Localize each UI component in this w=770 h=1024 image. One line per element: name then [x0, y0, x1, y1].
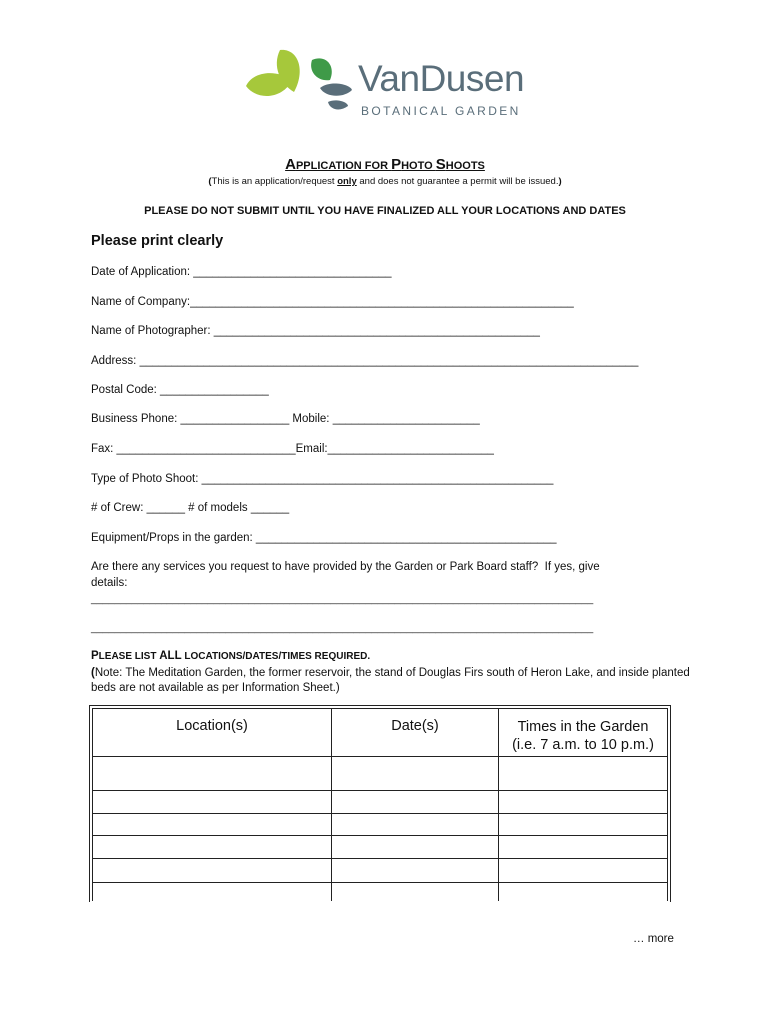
services-details-line-2[interactable]: ______________________________________________________________________________________: [91, 622, 594, 634]
unavailable-areas-note: (Note: The Meditation Garden, the former reservoir, the stand of Douglas Firs south of Heron Lake, and inside planted beds are not available as per Information Sheet.): [91, 667, 690, 694]
submit-warning: PLEASE DO NOT SUBMIT UNTIL YOU HAVE FINALIZED ALL YOUR LOCATIONS AND DATES: [144, 205, 626, 217]
company-name-field[interactable]: Name of Company:____________________________________________________________: [91, 296, 574, 308]
equipment-props-field[interactable]: Equipment/Props in the garden: _______________________________________________: [91, 532, 557, 544]
fax-email-field[interactable]: Fax: ____________________________Email:__________________________: [91, 443, 494, 455]
photo-shoot-type-field[interactable]: Type of Photo Shoot: _______________________________________________________: [91, 473, 554, 485]
table-row[interactable]: [93, 791, 668, 814]
leaf-logo-icon: [240, 44, 360, 124]
document-subtitle: (This is an application/request only and does not guarantee a permit will be issued.): [208, 176, 562, 187]
postal-code-field[interactable]: Postal Code: _________________: [91, 384, 269, 396]
services-details-label: details:: [91, 577, 128, 589]
times-column-header: Times in the Garden (i.e. 7 a.m. to 10 p.m.): [499, 709, 668, 757]
logo-subtitle: BOTANICAL GARDEN: [361, 104, 521, 118]
location-column-header: Location(s): [93, 709, 332, 757]
locations-table: [89, 705, 671, 902]
print-clearly-heading: Please print clearly: [91, 233, 224, 249]
table-row[interactable]: [93, 859, 668, 883]
logo-name: VanDusen: [358, 58, 525, 99]
table-row[interactable]: [93, 836, 668, 859]
document-title: APPLICATION FOR PHOTO SHOOTS: [285, 156, 485, 173]
date-column-header: Date(s): [332, 709, 499, 757]
list-locations-heading: PLEASE LIST ALL LOCATIONS/DATES/TIMES REQUIRED.: [91, 650, 371, 662]
date-of-application-field[interactable]: Date of Application: _______________________________: [91, 266, 392, 278]
more-continuation: … more: [633, 933, 674, 945]
services-question: Are there any services you request to have provided by the Garden or Park Board staff? If yes, give: [91, 561, 600, 573]
phone-mobile-field[interactable]: Business Phone: _________________ Mobile: _______________________: [91, 413, 480, 425]
table-row[interactable]: [93, 814, 668, 836]
crew-models-field[interactable]: # of Crew: ______ # of models ______: [91, 502, 290, 514]
address-field[interactable]: Address: ______________________________________________________________________________: [91, 355, 639, 367]
table-row[interactable]: [93, 883, 668, 901]
photographer-name-field[interactable]: Name of Photographer: ___________________________________________________: [91, 325, 540, 337]
vandusen-logo: [240, 44, 540, 124]
table-row[interactable]: [93, 757, 668, 791]
services-details-line-1[interactable]: ______________________________________________________________________________________: [91, 593, 594, 605]
